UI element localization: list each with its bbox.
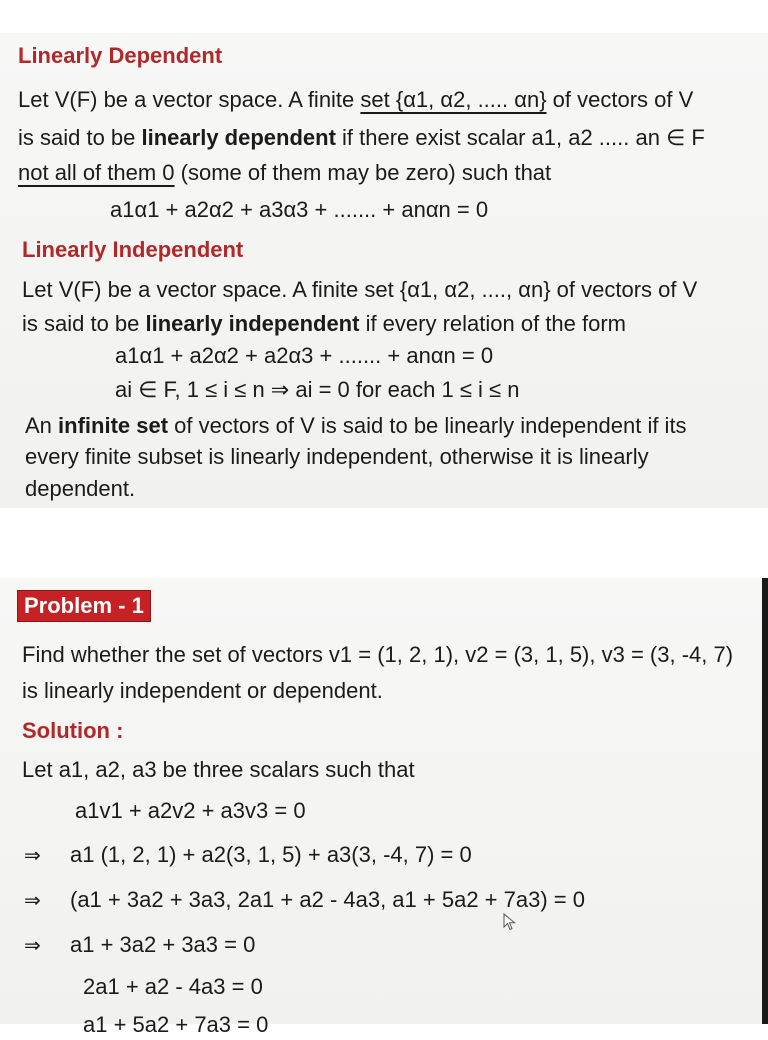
solution-step-5: [83, 972, 263, 1002]
bold-term: infinite set: [58, 413, 169, 438]
text-fragment: if every relation of the form: [359, 311, 627, 336]
problem-statement-line-2: [22, 676, 383, 706]
heading-linearly-independent: [22, 235, 243, 265]
mouse-pointer-icon: [503, 913, 517, 931]
solution-step-6: [83, 1010, 268, 1040]
implies-arrow-icon: ⇒: [24, 843, 41, 867]
independent-equation-2: [115, 375, 519, 405]
implies-arrow-icon: ⇒: [24, 933, 41, 957]
solution-step-1: [75, 796, 306, 826]
dependent-definition-line-3: [18, 158, 551, 188]
problem-statement-line-1: [22, 640, 733, 670]
definitions-card: [0, 33, 768, 508]
text-fragment: Let V(F) be a vector space. A finite: [18, 87, 361, 112]
heading-text: Linearly Independent: [22, 237, 244, 262]
infinite-set-line-2: [25, 442, 649, 472]
problem-card: [0, 578, 768, 1037]
infinite-set-line-3: [25, 474, 135, 504]
solution-step-3: [24, 885, 585, 915]
text-fragment: (some of them may be zero) such that: [174, 160, 552, 185]
problem-badge: Problem - 1: [17, 590, 151, 622]
text-fragment: every finite subset is linearly independent, otherwise it is linearly: [25, 444, 649, 469]
underlined-condition: not all of them 0: [18, 160, 175, 185]
solution-label: [22, 716, 123, 746]
solution-step-2: [24, 840, 472, 870]
independent-definition-line-2: [22, 309, 626, 339]
bold-term: linearly dependent: [141, 125, 336, 150]
equation-text: ai ∈ F, 1 ≤ i ≤ n ⇒ ai = 0 for each 1 ≤ i ≤ n: [115, 377, 520, 402]
equation-text: a1v1 + a2v2 + a3v3 = 0: [75, 798, 306, 823]
heading-text: Solution :: [22, 718, 124, 743]
equation-text: a1 (1, 2, 1) + a2(3, 1, 5) + a3(3, -4, 7) = 0: [70, 842, 472, 867]
bold-term: linearly independent: [145, 311, 360, 336]
infinite-set-line-1: [25, 411, 687, 441]
equation-text: a1α1 + a2α2 + a3α3 + ....... + anαn = 0: [110, 197, 489, 222]
text-fragment: is said to be: [22, 311, 146, 336]
implies-arrow-icon: ⇒: [24, 888, 41, 912]
text-fragment: dependent.: [25, 476, 136, 501]
text-fragment: Let V(F) be a vector space. A finite set {α1, α2, ...., αn} of vectors of V: [22, 277, 698, 302]
heading-text: Linearly Dependent: [18, 43, 223, 68]
solution-line-1: [22, 755, 415, 785]
heading-linearly-dependent: [18, 41, 222, 71]
underlined-set: set {α1, α2, ..... αn}: [360, 87, 547, 112]
text-fragment: if there exist scalar a1, a2 ..... an ∈ F: [335, 125, 705, 150]
text-fragment: is said to be: [18, 125, 142, 150]
text-fragment: Find whether the set of vectors v1 = (1, 2, 1), v2 = (3, 1, 5), v3 = (3, -4, 7): [22, 642, 734, 667]
equation-text: (a1 + 3a2 + 3a3, 2a1 + a2 - 4a3, a1 + 5a2 + 7a3) = 0: [70, 887, 585, 912]
equation-text: a1α1 + a2α2 + a2α3 + ....... + anαn = 0: [115, 343, 494, 368]
equation-text: a1 + 3a2 + 3a3 = 0: [70, 932, 256, 957]
equation-text: a1 + 5a2 + 7a3 = 0: [83, 1012, 269, 1037]
independent-definition-line-1: [22, 275, 697, 305]
dependent-definition-line-1: [18, 85, 693, 115]
text-fragment: of vectors of V: [546, 87, 694, 112]
solution-step-4: [24, 930, 255, 960]
text-fragment: Let a1, a2, a3 be three scalars such that: [22, 757, 415, 782]
text-fragment: of vectors of V is said to be linearly independent if its: [168, 413, 687, 438]
dependent-equation: [110, 195, 488, 225]
dependent-definition-line-2: [18, 123, 705, 153]
text-fragment: An: [25, 413, 59, 438]
independent-equation-1: [115, 341, 493, 371]
text-fragment: is linearly independent or dependent.: [22, 678, 383, 703]
equation-text: 2a1 + a2 - 4a3 = 0: [83, 974, 263, 999]
